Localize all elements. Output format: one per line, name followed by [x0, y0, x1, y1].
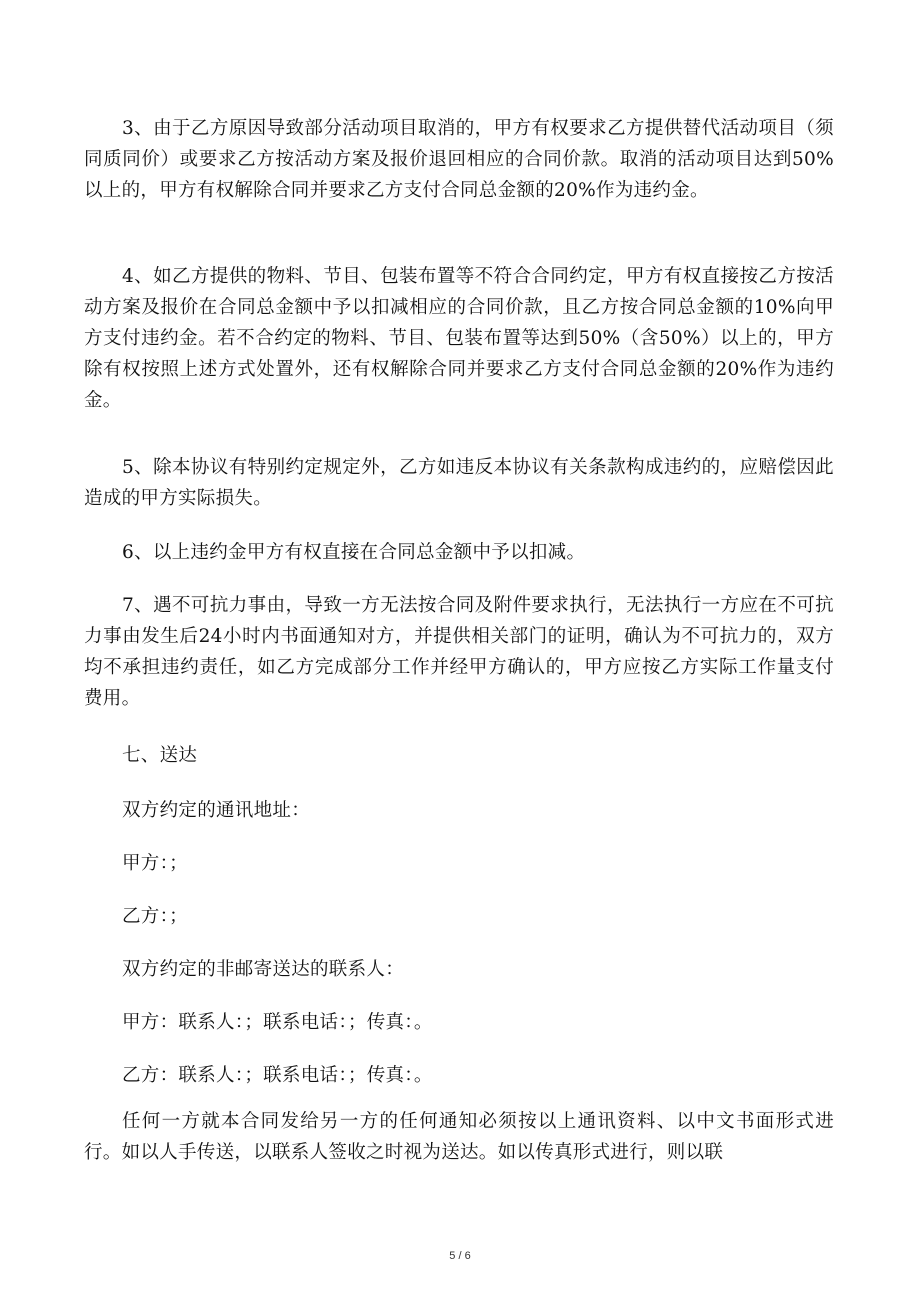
clause-6-paragraph: 6、以上违约金甲方有权直接在合同总金额中予以扣减。 — [122, 542, 586, 563]
page-number: 5 / 6 — [449, 1250, 471, 1262]
contact-label: 双方约定的非邮寄送达的联系人： — [122, 959, 405, 980]
section-heading-delivery: 七、送达 — [122, 745, 198, 766]
clause-5-paragraph: 5、除本协议有特别约定规定外，乙方如违反本协议有关条款构成违约的，应赔偿因此造成的甲方实际损失。 — [84, 457, 834, 509]
clause-4-paragraph: 4、如乙方提供的物料、节目、包装布置等不符合合同约定，甲方有权直接按乙方按活动方案及报价在合同总金额中予以扣减相应的合同价款，且乙方按合同总金额的10%向甲方支付违约金。若不合约定的物料、节目、包装布置等达到50%（含50%）以上的，甲方除有权按照上述方式处置外，还有权解除合同并要求乙方支付合同总金额的20%作为违约金。 — [84, 266, 834, 411]
notice-paragraph: 任何一方就本合同发给另一方的任何通知必须按以上通讯资料、以中文书面形式进行。如以人手传送，以联系人签收之时视为送达。如以传真形式进行，则以联 — [84, 1111, 834, 1163]
address-label: 双方约定的通讯地址： — [122, 800, 311, 821]
clause-7-paragraph: 7、遇不可抗力事由，导致一方无法按合同及附件要求执行，无法执行一方应在不可抗力事由发生后24小时内书面通知对方，并提供相关部门的证明，确认为不可抗力的，双方均不承担违约责任，如乙方完成部分工作并经甲方确认的，甲方应按乙方实际工作量支付费用。 — [84, 595, 834, 709]
party-b-contact: 乙方：联系人：；联系电话：；传真：。 — [122, 1065, 433, 1086]
party-b-address: 乙方：； — [122, 906, 188, 927]
clause-3-paragraph: 3、由于乙方原因导致部分活动项目取消的，甲方有权要求乙方提供替代活动项目（须同质同价）或要求乙方按活动方案及报价退回相应的合同价款。取消的活动项目达到50%以上的，甲方有权解除合同并要求乙方支付合同总金额的20%作为违约金。 — [84, 118, 834, 201]
party-a-contact: 甲方：联系人：；联系电话：；传真：。 — [122, 1012, 433, 1033]
party-a-address: 甲方：； — [122, 853, 188, 874]
